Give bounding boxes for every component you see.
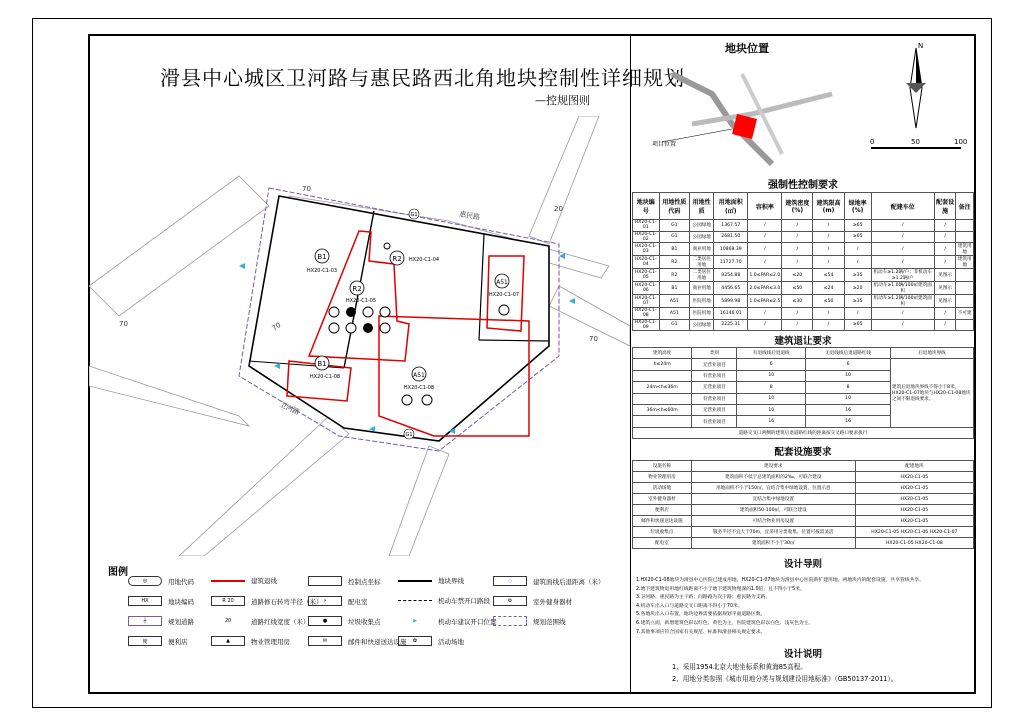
parcel-id-6: HX20-C1-08 <box>403 385 435 391</box>
guide-line: 4.机动车出入口与道路交叉口距离不得小于70米。 <box>636 603 743 609</box>
table-cell: 16146.01 <box>714 308 748 320</box>
parcel-code-icon: ◎ <box>128 576 162 586</box>
table-cell: / <box>748 319 782 331</box>
table-cell: 10 <box>737 370 806 381</box>
building-setback-icon: ◇ <box>493 576 527 586</box>
table-cell: HX20-C1-05 HX20-C1-06 HX20-C1-07 <box>855 527 973 538</box>
column-header: 建筑密度(%) <box>782 193 813 220</box>
table-cell: HX20-C1-04 <box>633 256 660 269</box>
table-cell: ≥20 <box>844 282 871 295</box>
table-cell: 无营业项目 <box>692 382 737 393</box>
table-cell: HX20-C1-06 <box>633 282 660 295</box>
table-cell: 6 <box>806 359 891 370</box>
panel-divider <box>630 34 631 694</box>
scale-100: 100 <box>954 138 968 146</box>
column-header: 配建车位 <box>871 193 934 220</box>
parcel-id-3: HX20-C1-05 <box>345 298 377 304</box>
setback-table <box>632 347 974 439</box>
table-cell: / <box>934 243 955 256</box>
page-title: 滑县中心城区卫河路与惠民路西北角地块控制性详细规划 <box>160 66 685 90</box>
table-cell <box>956 220 974 232</box>
road-width-d: 70 <box>589 335 598 343</box>
legend-item: HX 地块编码 <box>128 596 194 606</box>
table-row <box>633 308 974 320</box>
control-header: 强制性控制要求 <box>768 180 838 191</box>
parcel-id-icon: HX <box>128 596 162 606</box>
legend-item: 便 便利店 <box>128 636 188 646</box>
table-cell: / <box>813 220 844 232</box>
table-cell <box>633 370 692 381</box>
parcel-boundary-icon <box>398 580 432 582</box>
table-row <box>633 516 974 527</box>
table-cell: / <box>782 256 813 269</box>
table-cell: 宜结合集中绿地设置 <box>691 494 855 505</box>
project-location-label: 项目位置 <box>652 141 677 148</box>
parcel-id-5: HX20-C1-08 <box>309 374 341 380</box>
legend-item: ✿ 活动场地 <box>398 636 464 646</box>
table-cell: / <box>748 231 782 243</box>
table-cell: 用地面积不小于150㎡，宜结合集中绿地设置，位置示意 <box>691 483 855 494</box>
table-cell: HX20-C1-05 <box>855 483 973 494</box>
facility-table <box>632 460 974 549</box>
table-cell: ≥65 <box>844 220 871 232</box>
legend-title: 图例 <box>108 567 128 578</box>
road-name-a: 卫河路 <box>278 400 301 417</box>
table-cell: / <box>782 231 813 243</box>
table-cell: / <box>871 256 934 269</box>
table-cell: 公园绿地 <box>690 231 714 243</box>
table-cell: ≤30 <box>782 295 813 308</box>
garbage-point-icon: ● <box>308 616 342 626</box>
property-office-icon: ▲ <box>211 636 245 646</box>
table-cell: 2225.31 <box>714 319 748 331</box>
table-cell: 公园绿地 <box>690 319 714 331</box>
table-cell: 公园绿地 <box>690 220 714 232</box>
table-cell: HX20-C1-02 <box>633 231 660 243</box>
table-cell: / <box>813 308 844 320</box>
table-row <box>633 220 974 232</box>
table-row <box>633 472 974 483</box>
table-cell: / <box>844 308 871 320</box>
planned-road-icon: ┼ <box>128 616 162 626</box>
table-cell: / <box>934 256 955 269</box>
parcel-id-1: HX20-C1-03 <box>306 268 338 274</box>
column-header: 绿地率(%) <box>844 193 871 220</box>
table-cell: HX20-C1-05 <box>855 494 973 505</box>
table-cell: B1 <box>659 243 690 256</box>
table-cell: R2 <box>659 269 690 282</box>
table-row <box>633 295 974 308</box>
table-cell: / <box>844 243 871 256</box>
table-cell: 机动车≥1.0辆/100㎡建筑面积 <box>871 282 934 295</box>
column-header: 配建地块 <box>855 461 973 472</box>
table-cell <box>956 269 974 282</box>
table-cell: 见图示 <box>934 282 955 295</box>
curb-radius-icon: R 20 <box>211 596 245 606</box>
table-cell: HX20-C1-05 <box>855 505 973 516</box>
table-row <box>633 243 974 256</box>
table-row <box>633 319 974 331</box>
table-cell: 医院用地 <box>690 295 714 308</box>
setback-header: 建筑退让要求 <box>774 336 832 347</box>
table-cell: 10 <box>806 370 891 381</box>
store-icon: 便 <box>128 636 162 646</box>
control-table <box>632 192 974 331</box>
note-header: 设计说明 <box>783 649 822 660</box>
table-cell: R2 <box>659 256 690 269</box>
road-width-icon: 20 <box>224 618 232 624</box>
table-cell: / <box>934 220 955 232</box>
table-cell: 16 <box>737 416 806 427</box>
legend-item: 建筑退线 <box>211 576 277 585</box>
table-cell: / <box>871 220 934 232</box>
column-header: 有退线线后退道线 <box>737 348 806 359</box>
table-cell: / <box>813 319 844 331</box>
table-cell: 机动车≥1.2辆/户；非机动车≥1.2辆/户 <box>871 269 934 282</box>
table-cell: 16 <box>806 416 891 427</box>
table-cell: 建筑用地 <box>957 244 972 255</box>
table-cell: ≥35 <box>844 295 871 308</box>
page-subtitle: —控规图则 <box>535 94 590 107</box>
legend-item: ◎ 用地代码 <box>128 576 194 586</box>
column-header: 建筑限高(m) <box>813 193 844 220</box>
table-cell: HX20-C1-09 <box>633 319 660 331</box>
column-header: 用地性质代码 <box>659 193 690 220</box>
marker-g1: G1 <box>410 212 418 218</box>
table-cell: 建筑用地 <box>957 257 972 268</box>
table-cell: 物业管理用房 <box>633 472 692 483</box>
guide-line: 3.卫河路、惠民路为主干路；问路路为次干路；惠民路为支路。 <box>636 595 771 601</box>
table-cell: 36m<h≤60m <box>633 404 692 415</box>
guide-line: 5.各地块出入口布置，地块边界需要依据规划平面道路区数。 <box>636 612 766 618</box>
table-cell: 无营业项目 <box>692 404 737 415</box>
table-row <box>633 282 974 295</box>
table-cell <box>633 393 692 404</box>
table-cell: G1 <box>659 231 690 243</box>
table-cell: HX20-C1-03 <box>633 243 660 256</box>
table-cell: 无营业项目 <box>692 359 737 370</box>
guide-text <box>636 577 972 637</box>
legend-item: ● 垃圾收集点 <box>308 616 381 626</box>
table-cell: / <box>813 231 844 243</box>
column-header: 建设要求 <box>691 461 855 472</box>
table-cell: 有营业项目 <box>692 416 737 427</box>
table-cell: 建筑面积不小于30㎡ <box>691 538 855 549</box>
table-cell: HX20-C1-05 <box>855 516 973 527</box>
table-cell: A51 <box>659 308 690 320</box>
table-cell: / <box>782 319 813 331</box>
table-cell: h≤24m <box>633 359 692 370</box>
parcel-id-4: HX20-C1-07 <box>488 292 520 298</box>
table-cell: 有营业项目 <box>692 393 737 404</box>
table-cell: / <box>934 231 955 243</box>
location-header: 地块位置 <box>725 42 769 55</box>
power-room-icon: ⚡ <box>308 596 342 606</box>
table-cell: 1.0≤FAR≤2.0 <box>748 269 782 282</box>
table-cell: G1 <box>659 319 690 331</box>
table-cell: HX20-C1-05 HX20-C1-08 <box>855 538 973 549</box>
road-width-e: 20 <box>554 205 563 213</box>
legend-item: 20 道路红线宽度（米） <box>211 616 310 626</box>
table-cell: 11727.70 <box>714 256 748 269</box>
column-header: 后退地块界线 <box>891 348 974 359</box>
access-arrow-icon: ▶ <box>413 618 417 624</box>
parcel-code-3: R2 <box>352 285 362 293</box>
setback-line-icon <box>211 580 245 582</box>
table-cell: 16 <box>806 404 891 415</box>
site-plan-map <box>89 116 630 556</box>
table-cell: 1.0≤FAR≤2.5 <box>748 295 782 308</box>
column-header: 建筑高度 <box>633 348 692 359</box>
north-label: N <box>918 42 924 50</box>
table-cell: 9254.88 <box>714 269 748 282</box>
table-cell: B1 <box>659 282 690 295</box>
legend-item: 控制点坐标 <box>308 576 381 586</box>
table-row <box>633 256 974 269</box>
table-cell: 医院用地 <box>690 308 714 320</box>
table-cell: 室外健身器材 <box>633 494 692 505</box>
table-cell: 便利店 <box>633 505 692 516</box>
table-cell: 4456.65 <box>714 282 748 295</box>
control-point-icon <box>308 576 342 586</box>
table-row <box>633 231 974 243</box>
table-cell <box>633 416 692 427</box>
parcel-code-4: A51 <box>496 279 508 286</box>
table-cell: / <box>748 243 782 256</box>
no-access-icon <box>398 600 432 602</box>
setback-footnote: 道路交叉口两侧的建筑后退道路红线的距离按交叉路口要求执行 <box>633 427 974 438</box>
road-width-c: 70 <box>119 320 128 328</box>
table-cell: 有营业项目 <box>692 370 737 381</box>
guide-line: 7.其他事项应符合国家有关规范、标准和滑县相关规定要求。 <box>636 629 766 635</box>
north-arrow-and-scale <box>866 38 976 158</box>
guide-header: 设计导则 <box>783 559 822 570</box>
legend <box>108 576 628 686</box>
legend-item: ⚙ 室外健身器材 <box>493 596 572 606</box>
table-cell: / <box>871 319 934 331</box>
table-cell <box>956 295 974 308</box>
mail-facility-icon: ✉ <box>308 636 342 646</box>
table-cell: ≥35 <box>844 269 871 282</box>
column-header: 用地面积(㎡) <box>714 193 748 220</box>
facility-header: 配套设施要求 <box>774 447 832 458</box>
table-cell: / <box>934 308 955 320</box>
column-header: 类别 <box>692 348 737 359</box>
parcel-code-6: A51 <box>413 372 425 379</box>
table-cell: HX20-C1-05 <box>633 269 660 282</box>
road-name-b: 惠民路 <box>458 210 481 222</box>
note-line: 2、用地分类参照《城市用地分类与规划建设用地标准》（GB50137-2011）。 <box>672 675 898 683</box>
parcel-code-2: R2 <box>392 255 402 263</box>
table-cell: / <box>782 308 813 320</box>
legend-item: 规划范围线 <box>493 616 566 626</box>
table-cell: 建筑面积50-100㎡，可联合建设 <box>691 505 855 516</box>
table-cell: 服务半径不宜大于70m，宜采用分类收集、位置可按需灵活 <box>691 527 855 538</box>
table-row <box>633 483 974 494</box>
table-cell: 10 <box>806 393 891 404</box>
road-width-b: 70 <box>270 320 283 333</box>
table-cell: 6 <box>737 359 806 370</box>
table-row <box>633 359 974 370</box>
note-line: 1、采用1954北京大地坐标系和黄海85高程。 <box>672 663 807 671</box>
table-cell: / <box>813 256 844 269</box>
table-cell: 10 <box>737 393 806 404</box>
table-cell: ≤50 <box>782 282 813 295</box>
legend-item: R 20 道路修石转弯半径（米） <box>211 596 323 606</box>
scale-0: 0 <box>870 138 875 146</box>
table-cell: 邮件和快递送达设施 <box>633 516 692 527</box>
table-cell: 不可建 <box>956 308 974 320</box>
fitness-icon: ⚙ <box>493 596 527 606</box>
table-cell <box>956 319 974 331</box>
table-cell: 机动车≥1.2辆/100㎡建筑面积 <box>871 295 934 308</box>
table-cell: 2.0≤FAR≤3.0 <box>748 282 782 295</box>
table-cell: / <box>782 220 813 232</box>
table-cell: 见图示 <box>934 295 955 308</box>
setback-side-note: 建筑后退地块界线不得小于8米。HX20-C1-07地块与HX20-C1-08地块之间不限退线要求。 <box>891 359 974 427</box>
table-cell: 商业用地 <box>690 243 714 256</box>
table-cell: ≤50 <box>813 295 844 308</box>
table-cell: / <box>934 319 955 331</box>
location-map <box>632 54 862 172</box>
table-cell: ≤24 <box>813 282 844 295</box>
guide-line: 1.HX20-C1-08地块为滑县中心医院已建成用地，HX20-C1-07地块为滑县中心医院新扩建用地，两地块内的配套设施，共享管线共享。 <box>636 578 924 583</box>
parcel-id-2: HX20-C1-04 <box>408 257 440 263</box>
table-cell: / <box>748 220 782 232</box>
table-cell: 24m<h≤36m <box>633 382 692 393</box>
column-header: 备注 <box>956 193 974 220</box>
table-cell: 见图示 <box>934 269 955 282</box>
table-cell: 8 <box>737 382 806 393</box>
table-row <box>633 527 974 538</box>
column-header: 地块编号 <box>633 193 660 220</box>
legend-item: ┼ 规划道路 <box>128 616 194 626</box>
marker-g1-b: G1 <box>405 432 413 438</box>
table-cell: 二类居住用地 <box>690 269 714 282</box>
road-width-a: 70 <box>302 185 311 193</box>
planning-boundary-icon <box>493 616 527 626</box>
table-cell: 垃圾收集点 <box>633 527 692 538</box>
parcel-code-1: B1 <box>317 253 327 261</box>
parcel-code-5: B1 <box>317 360 327 368</box>
legend-item: 机动车禁开口路段 <box>398 596 490 605</box>
activity-area-icon: ✿ <box>398 636 432 646</box>
table-cell: ≥65 <box>844 231 871 243</box>
table-cell: / <box>782 243 813 256</box>
table-cell: / <box>871 231 934 243</box>
legend-item: ◇ 建筑面线后退距离（米） <box>493 576 605 586</box>
column-header: 配套设施 <box>934 193 955 220</box>
table-cell: / <box>748 308 782 320</box>
table-cell: 10 <box>737 404 806 415</box>
table-row <box>633 538 974 549</box>
table-cell <box>956 282 974 295</box>
column-header: 设施名称 <box>633 461 692 472</box>
legend-item: ✉ 邮件和快递送达设施 <box>308 636 407 646</box>
table-cell: 活动场地 <box>633 483 692 494</box>
table-cell: / <box>813 243 844 256</box>
guide-line: 2.地下建筑物退用地红线距离不小于地下建筑物埋深的1.0倍，且不得小于5米。 <box>636 586 805 592</box>
table-cell: A51 <box>659 295 690 308</box>
table-cell: ≤20 <box>782 269 813 282</box>
table-cell: HX20-C1-01 <box>633 220 660 232</box>
table-cell: / <box>871 308 934 320</box>
table-cell: 1367.57 <box>714 220 748 232</box>
guide-line: 6.建筑立面，新增建筑色彩以红色、黄色为主，医院建筑色彩以白色、浅灰色为主。 <box>636 620 814 626</box>
table-row <box>633 269 974 282</box>
table-cell: 2681.50 <box>714 231 748 243</box>
legend-item: ⚡ 配电室 <box>308 596 368 606</box>
legend-item: 地块界线 <box>398 576 464 585</box>
table-cell: HX20-C1-08 <box>633 308 660 320</box>
table-cell: 配电室 <box>633 538 692 549</box>
scale-50: 50 <box>911 138 920 146</box>
table-cell: / <box>748 256 782 269</box>
table-cell: 5899.98 <box>714 295 748 308</box>
table-cell: 10868.39 <box>714 243 748 256</box>
table-cell: HX20-C1-05 <box>855 472 973 483</box>
column-header: 用地性质 <box>690 193 714 220</box>
table-cell: 可结合物业用房设置 <box>691 516 855 527</box>
table-row <box>633 494 974 505</box>
column-header: 无退线线后退道路红线 <box>806 348 891 359</box>
table-cell: / <box>871 243 934 256</box>
table-cell: ≥65 <box>844 319 871 331</box>
note-text <box>672 661 897 685</box>
column-header: 容积率 <box>748 193 782 220</box>
table-cell: HX20-C1-07 <box>633 295 660 308</box>
table-cell <box>956 231 974 243</box>
table-cell: 商业用地 <box>690 282 714 295</box>
legend-item: ▶ 机动车建议开口位置 <box>398 616 497 626</box>
legend-item: ▲ 物业管理用房 <box>211 636 290 646</box>
table-row <box>633 505 974 516</box>
table-cell: 二类居住用地 <box>690 256 714 269</box>
table-cell: 建筑面积不低于总建筑面积的2‰，可联合建设 <box>691 472 855 483</box>
table-cell: ≤54 <box>813 269 844 282</box>
table-cell: G1 <box>659 220 690 232</box>
table-cell: 8 <box>806 382 891 393</box>
table-cell: / <box>844 256 871 269</box>
